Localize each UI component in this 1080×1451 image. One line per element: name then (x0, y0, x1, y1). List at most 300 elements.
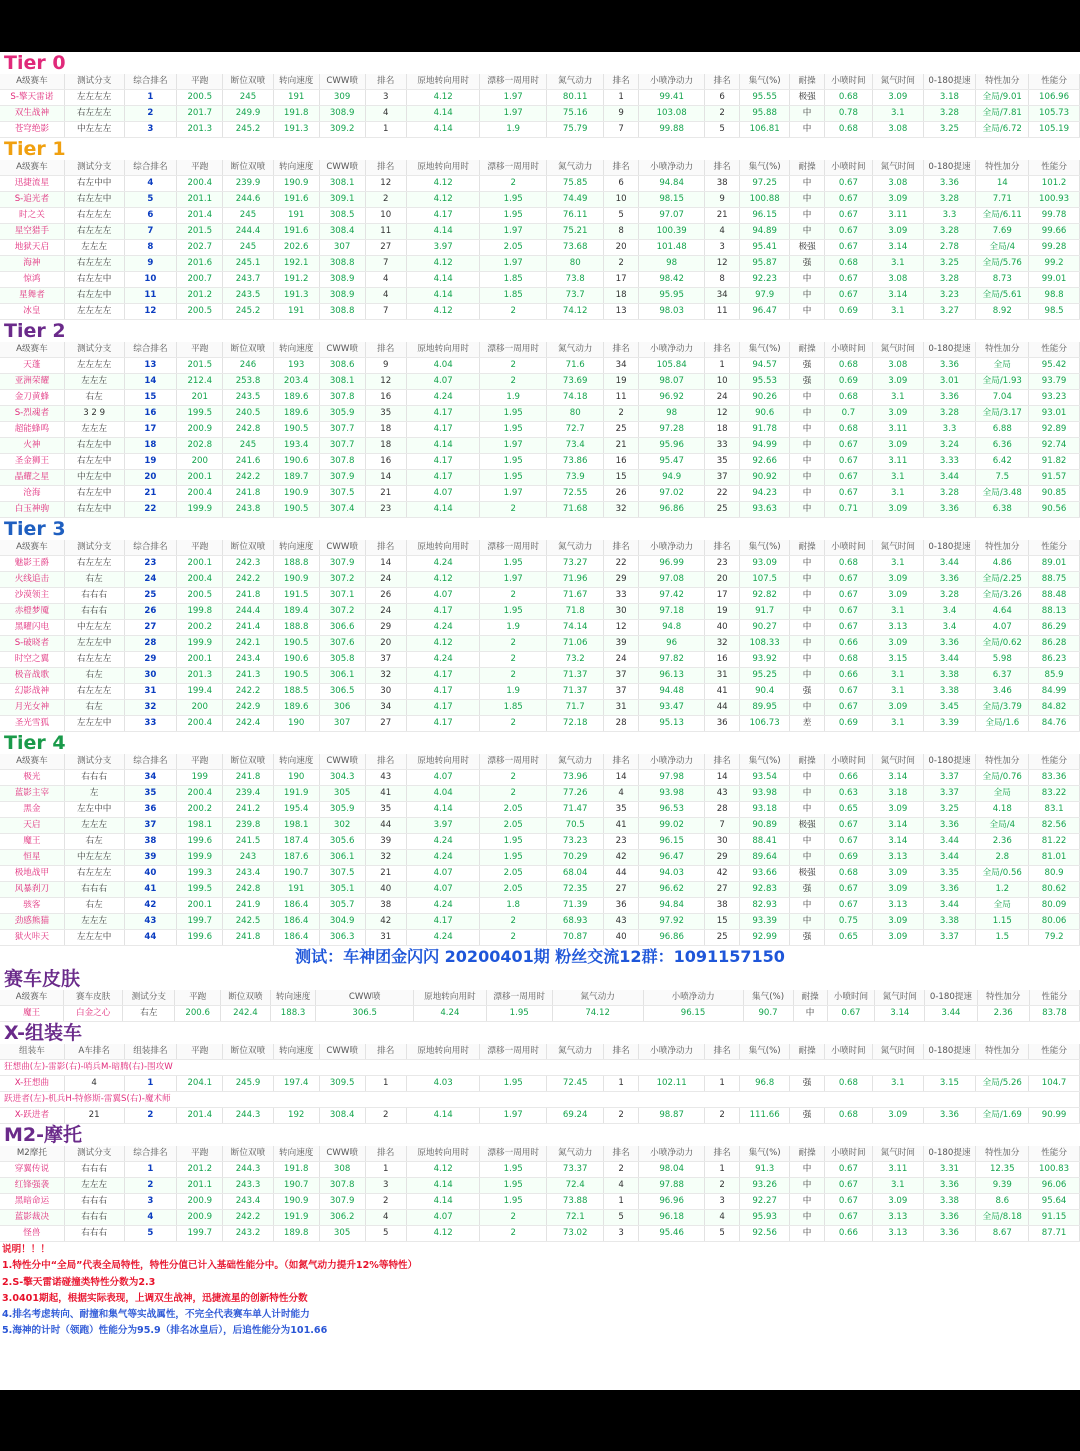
table-cell: 200 (177, 454, 223, 470)
table-cell: 1.9 (480, 684, 547, 700)
table-cell: 4.04 (406, 786, 479, 802)
table-cell: 4.17 (406, 684, 479, 700)
table-cell: 左左左 (64, 818, 124, 834)
table-cell: 242.2 (223, 1210, 274, 1226)
table-cell: 4.24 (414, 1006, 487, 1022)
table-cell: 199 (177, 770, 223, 786)
table-cell: 测试分支 (64, 74, 124, 90)
table-cell: 全局/7.81 (976, 106, 1029, 122)
table-cell: 32 (705, 636, 739, 652)
table-cell: 原地转向用时 (406, 74, 479, 90)
table-cell: 排名 (604, 342, 638, 358)
combo-row (0, 1092, 1080, 1108)
table-cell: 0.67 (824, 684, 872, 700)
table-cell: 0.67 (824, 192, 872, 208)
table-row (0, 556, 1080, 572)
table-cell: 16 (604, 454, 638, 470)
table-cell: 96.92 (638, 390, 705, 406)
table-cell: 0.67 (824, 438, 872, 454)
table-cell: 0.67 (824, 288, 872, 304)
table-cell: 中 (790, 406, 824, 422)
table-cell: 4.86 (976, 556, 1029, 572)
table-cell: 圣金狮王 (0, 454, 64, 470)
table-cell: 3.35 (923, 866, 976, 882)
table-cell: 14 (705, 770, 739, 786)
table-cell: 排名 (365, 160, 406, 176)
table-cell: 41 (365, 786, 406, 802)
table-cell: 右左左左 (64, 106, 124, 122)
table-cell: 劲感熊猫 (0, 914, 64, 930)
table-cell: 0.67 (824, 240, 872, 256)
table-row (0, 850, 1080, 866)
table-cell: 13 (124, 358, 177, 374)
table-cell: 右左 (64, 834, 124, 850)
table-row (0, 240, 1080, 256)
table-cell: 0.67 (824, 470, 872, 486)
table-cell: 4.12 (406, 304, 479, 320)
table-cell: 88.13 (1029, 604, 1080, 620)
table-cell: 右右右 (64, 588, 124, 604)
table-cell: 26 (124, 604, 177, 620)
table-cell: 308.8 (319, 304, 365, 320)
table-cell: 中 (790, 914, 824, 930)
table-cell: 圣光雪狐 (0, 716, 64, 732)
table-cell: 右左左左 (64, 256, 124, 272)
table-cell: 1.95 (480, 604, 547, 620)
table-cell: 4.17 (406, 470, 479, 486)
table-cell: 188.8 (273, 620, 319, 636)
table-cell: 304.3 (319, 770, 365, 786)
table-cell: 193.4 (273, 438, 319, 454)
table-cell: 307.5 (319, 486, 365, 502)
table-cell: 91.78 (739, 422, 790, 438)
table-cell: 43 (365, 770, 406, 786)
table-cell: 90.7 (743, 1006, 793, 1022)
table-cell: 原地转向用时 (406, 160, 479, 176)
table-cell: 305 (319, 786, 365, 802)
table-cell: A级赛车 (0, 74, 64, 90)
table-cell: 1.95 (480, 834, 547, 850)
table-cell: 40 (705, 620, 739, 636)
table-cell: 93.39 (739, 914, 790, 930)
table-cell: 中 (790, 288, 824, 304)
table-cell: 怪兽 (0, 1226, 64, 1242)
table-cell: 96.86 (638, 502, 705, 518)
table-cell: 测试分支 (64, 1146, 124, 1162)
table-cell: 28 (604, 716, 638, 732)
table-cell: 307.7 (319, 438, 365, 454)
table-cell: 3 (124, 122, 177, 138)
table-cell: 241.8 (223, 486, 274, 502)
tier-table (0, 160, 1080, 320)
table-cell: 0.67 (827, 1006, 875, 1022)
table-cell: 190.7 (273, 866, 319, 882)
table-cell: 0-180提速 (925, 990, 977, 1006)
table-cell: 100.83 (1029, 1162, 1080, 1178)
table-row (0, 882, 1080, 898)
table-cell: 极强 (790, 866, 824, 882)
table-cell: 3.01 (923, 374, 976, 390)
table-cell: 2 (365, 1194, 406, 1210)
table-header-row (0, 540, 1080, 556)
table-cell: 3.28 (923, 588, 976, 604)
table-cell: X-狂想曲 (0, 1076, 64, 1092)
table-cell: 305.8 (319, 652, 365, 668)
table-cell: 305.9 (319, 802, 365, 818)
table-row (0, 1210, 1080, 1226)
table-cell: 1.85 (480, 700, 547, 716)
table-cell: 243.5 (223, 390, 274, 406)
table-cell: 1.95 (480, 1178, 547, 1194)
table-cell: 12 (365, 374, 406, 390)
table-cell: 左左左 (64, 914, 124, 930)
table-cell: 0.68 (824, 422, 872, 438)
table-cell: 中 (790, 604, 824, 620)
table-cell: 242.2 (223, 684, 274, 700)
table-cell: 40 (124, 866, 177, 882)
table-cell: 0.67 (824, 572, 872, 588)
table-cell: 88.48 (1029, 588, 1080, 604)
table-cell: 右左左中 (64, 438, 124, 454)
table-row (0, 224, 1080, 240)
table-cell: 0.69 (824, 374, 872, 390)
table-cell: 23 (705, 556, 739, 572)
table-cell: 4 (124, 1210, 177, 1226)
table-cell: 特性加分 (976, 342, 1029, 358)
table-cell: 96.15 (638, 834, 705, 850)
table-cell: 1.95 (480, 1162, 547, 1178)
table-cell: 10 (604, 192, 638, 208)
table-cell: 全局/5.61 (976, 288, 1029, 304)
table-cell: 1 (124, 1076, 177, 1092)
table-cell: 火神 (0, 438, 64, 454)
table-cell: 中 (790, 834, 824, 850)
table-cell: 左左左中 (64, 930, 124, 946)
table-cell: 74.12 (547, 304, 604, 320)
table-cell: 5 (604, 1210, 638, 1226)
table-cell: 2 (705, 106, 739, 122)
table-cell: 12 (705, 256, 739, 272)
table-cell: 239.8 (223, 818, 274, 834)
table-cell: 右左左左 (64, 556, 124, 572)
table-cell: 1.95 (480, 470, 547, 486)
table-cell: 8.92 (976, 304, 1029, 320)
table-cell: 4.12 (406, 256, 479, 272)
table-cell: 6 (124, 208, 177, 224)
table-cell: 1.95 (480, 454, 547, 470)
table-cell: 3.1 (873, 556, 924, 572)
table-cell: 3.08 (873, 358, 924, 374)
table-cell: 火线追击 (0, 572, 64, 588)
table-cell: 耐操 (790, 754, 824, 770)
table-cell: 83.1 (1029, 802, 1080, 818)
table-cell: 中 (790, 176, 824, 192)
table-header-row (0, 74, 1080, 90)
table-cell: 集气(%) (739, 74, 790, 90)
table-cell: 241.9 (223, 898, 274, 914)
table-cell: 1 (365, 122, 406, 138)
table-cell: 断位双喷 (223, 754, 274, 770)
table-cell: 晶耀之星 (0, 470, 64, 486)
table-cell: 小喷时间 (824, 540, 872, 556)
table-cell: 21 (365, 866, 406, 882)
table-cell: 4 (705, 1210, 739, 1226)
table-cell: 小喷净动力 (638, 1044, 705, 1060)
table-cell: 27 (365, 240, 406, 256)
table-cell: 4.14 (406, 502, 479, 518)
table-cell: 200.4 (177, 786, 223, 802)
note-4: 4.排名考虑转向、耐撞和集气等实战属性，不完全代表赛车单人计时能力 (2, 1309, 310, 1321)
table-cell: 18 (124, 438, 177, 454)
table-cell: 243.4 (223, 866, 274, 882)
table-cell: 188.8 (273, 556, 319, 572)
table-cell: 8.6 (976, 1194, 1029, 1210)
table-cell: 92.27 (739, 1194, 790, 1210)
table-cell: 平跑 (177, 1146, 223, 1162)
table-cell: 4.17 (406, 668, 479, 684)
table-cell: 3.13 (873, 620, 924, 636)
table-cell: 3 (365, 90, 406, 106)
table-cell: 0.66 (824, 668, 872, 684)
table-cell: 99.41 (638, 90, 705, 106)
table-cell: 3.1 (873, 604, 924, 620)
table-cell: 2 (480, 786, 547, 802)
table-cell: 3.11 (873, 422, 924, 438)
table-cell: 92.83 (739, 882, 790, 898)
table-cell: 4.24 (406, 834, 479, 850)
table-cell: 漂移一周用时 (480, 74, 547, 90)
table-cell: 73.2 (547, 652, 604, 668)
table-cell: 中 (790, 106, 824, 122)
table-cell: 73.27 (547, 556, 604, 572)
table-cell: 96.15 (643, 1006, 743, 1022)
table-cell: 小喷时间 (827, 990, 875, 1006)
table-cell: 4.18 (976, 802, 1029, 818)
table-cell: 冰皇 (0, 304, 64, 320)
table-cell: 40 (604, 930, 638, 946)
table-cell: 小喷时间 (824, 1044, 872, 1060)
table-cell: 34 (124, 770, 177, 786)
table-cell: 4 (604, 786, 638, 802)
table-cell: 平跑 (177, 342, 223, 358)
table-cell: 3.15 (873, 652, 924, 668)
table-cell: 3.09 (873, 572, 924, 588)
table-cell: 全局/4 (976, 240, 1029, 256)
table-cell: 307.1 (319, 588, 365, 604)
table-cell: 71.67 (547, 588, 604, 604)
table-row (0, 122, 1080, 138)
table-cell: 4.17 (406, 700, 479, 716)
table-cell: 99.78 (1029, 208, 1080, 224)
table-cell: 189.6 (273, 390, 319, 406)
table-cell: 2 (124, 106, 177, 122)
table-cell: 91.15 (1029, 1210, 1080, 1226)
table-cell: 黑金 (0, 802, 64, 818)
table-cell: 193 (273, 358, 319, 374)
table-cell: 右左 (64, 700, 124, 716)
table-row (0, 588, 1080, 604)
table-cell: 306.6 (319, 620, 365, 636)
table-cell: 氮气动力 (547, 754, 604, 770)
table-cell: 全局/0.56 (976, 866, 1029, 882)
table-cell: 4.24 (406, 898, 479, 914)
table-cell: 96 (638, 636, 705, 652)
table-cell: 3.09 (873, 90, 924, 106)
table-cell: 4.07 (406, 1210, 479, 1226)
table-cell: 105.84 (638, 358, 705, 374)
table-cell: 80 (547, 406, 604, 422)
table-cell: 性能分 (1029, 990, 1079, 1006)
table-cell: 200.1 (177, 652, 223, 668)
table-cell: 44 (365, 818, 406, 834)
table-row (0, 374, 1080, 390)
table-cell: 8.73 (976, 272, 1029, 288)
table-cell: 氮气动力 (547, 160, 604, 176)
table-cell: 3.08 (873, 176, 924, 192)
table-cell: 72.45 (547, 1076, 604, 1092)
table-cell: 4 (705, 224, 739, 240)
table-cell: 308.4 (319, 224, 365, 240)
table-cell: 38 (705, 898, 739, 914)
table-cell: 96.86 (638, 930, 705, 946)
table-cell: 3.09 (873, 406, 924, 422)
table-cell: 199.9 (177, 850, 223, 866)
table-cell: 72.7 (547, 422, 604, 438)
table-cell: 综合排名 (124, 1146, 177, 1162)
table-cell: 200.5 (177, 588, 223, 604)
table-cell: 集气(%) (743, 990, 793, 1006)
table-cell: 91.57 (1029, 470, 1080, 486)
table-cell: 0.67 (824, 818, 872, 834)
table-cell: 转向速度 (273, 1146, 319, 1162)
table-cell: 24 (604, 652, 638, 668)
table-cell: 95.55 (739, 90, 790, 106)
table-cell: 212.4 (177, 374, 223, 390)
table-cell: 0.67 (824, 1210, 872, 1226)
table-cell: 1.95 (480, 192, 547, 208)
tier-table (0, 342, 1080, 518)
table-cell: 4.17 (406, 604, 479, 620)
table-row (0, 454, 1080, 470)
table-cell: 97.92 (638, 914, 705, 930)
table-cell: 2.05 (480, 802, 547, 818)
table-row (0, 1178, 1080, 1194)
table-cell: 集气(%) (739, 1146, 790, 1162)
table-cell: 241.2 (223, 802, 274, 818)
table-row (0, 604, 1080, 620)
table-cell: 氮气动力 (547, 1044, 604, 1060)
table-cell: 0.69 (824, 850, 872, 866)
table-cell: 漂移一周用时 (480, 342, 547, 358)
table-cell: 20 (705, 572, 739, 588)
table-cell: 44 (124, 930, 177, 946)
table-cell: 96.96 (638, 1194, 705, 1210)
table-cell: 0.65 (824, 930, 872, 946)
table-cell: 107.5 (739, 572, 790, 588)
table-cell: 1.97 (480, 106, 547, 122)
table-cell: 199.5 (177, 406, 223, 422)
table-cell: 200.1 (177, 898, 223, 914)
table-cell: 307.8 (319, 1178, 365, 1194)
table-cell: 24 (705, 390, 739, 406)
table-cell: 迅捷流星 (0, 176, 64, 192)
table-cell: 4.12 (406, 192, 479, 208)
table-cell: 242.4 (220, 1006, 270, 1022)
table-cell: 20 (365, 636, 406, 652)
table-row (0, 1162, 1080, 1178)
table-cell: 3.09 (873, 914, 924, 930)
table-cell: 307.8 (319, 454, 365, 470)
note-5: 5.海神的计时（领跑）性能分为95.9（排名冰皇后），后追性能分为101.66 (2, 1325, 328, 1337)
table-cell: 90.27 (739, 620, 790, 636)
table-cell: 190 (273, 716, 319, 732)
table-cell: 3.37 (923, 786, 976, 802)
table-cell: 1.95 (480, 1076, 547, 1092)
table-cell: 190.5 (273, 422, 319, 438)
table-cell: 190.5 (273, 636, 319, 652)
table-cell: 96.99 (638, 556, 705, 572)
table-cell: 2 (705, 1108, 739, 1124)
table-cell: 狱火咔天 (0, 930, 64, 946)
table-cell: 原地转向用时 (406, 540, 479, 556)
table-cell: 95.25 (739, 668, 790, 684)
table-cell: 3.28 (923, 406, 976, 422)
table-cell: 1.97 (480, 438, 547, 454)
table-cell: 93.54 (739, 770, 790, 786)
table-cell: 3.09 (873, 192, 924, 208)
table-cell: 100.39 (638, 224, 705, 240)
table-cell: 强 (790, 374, 824, 390)
table-cell: 3.09 (873, 224, 924, 240)
table-cell: 平跑 (177, 1044, 223, 1060)
table-cell: 41 (124, 882, 177, 898)
table-cell: 1.95 (480, 422, 547, 438)
table-cell: 中 (790, 668, 824, 684)
table-cell: 3.1 (873, 390, 924, 406)
table-cell: 1.85 (480, 272, 547, 288)
table-cell: 测试分支 (64, 342, 124, 358)
table-cell: CWW喷 (319, 1146, 365, 1162)
table-cell: 6.42 (976, 454, 1029, 470)
table-cell: 星空猎手 (0, 224, 64, 240)
table-cell: 氮气时间 (873, 160, 924, 176)
table-cell: 4.14 (406, 1178, 479, 1194)
table-cell: 96.47 (638, 850, 705, 866)
table-cell: 41 (604, 818, 638, 834)
table-cell: 1 (705, 1076, 739, 1092)
table-cell: 转向速度 (273, 1044, 319, 1060)
table-cell: 3.38 (923, 914, 976, 930)
table-cell: 2 (480, 636, 547, 652)
table-cell: 99.66 (1029, 224, 1080, 240)
table-cell: 81.22 (1029, 834, 1080, 850)
table-cell: 0.7 (824, 406, 872, 422)
table-cell: 3 2 9 (64, 406, 124, 422)
table-cell: 95.87 (739, 256, 790, 272)
table-cell: 特性加分 (976, 540, 1029, 556)
table-cell: 2 (604, 1108, 638, 1124)
table-cell: 84.99 (1029, 684, 1080, 700)
table-cell: 13 (604, 304, 638, 320)
table-cell: 0.67 (824, 1178, 872, 1194)
table-cell: 3 (604, 1226, 638, 1242)
table-row (0, 668, 1080, 684)
table-cell: 中 (790, 304, 824, 320)
table-cell: 190.7 (273, 1178, 319, 1194)
table-cell: 0.67 (824, 898, 872, 914)
table-cell: 97.88 (638, 1178, 705, 1194)
table-cell: 24 (365, 572, 406, 588)
